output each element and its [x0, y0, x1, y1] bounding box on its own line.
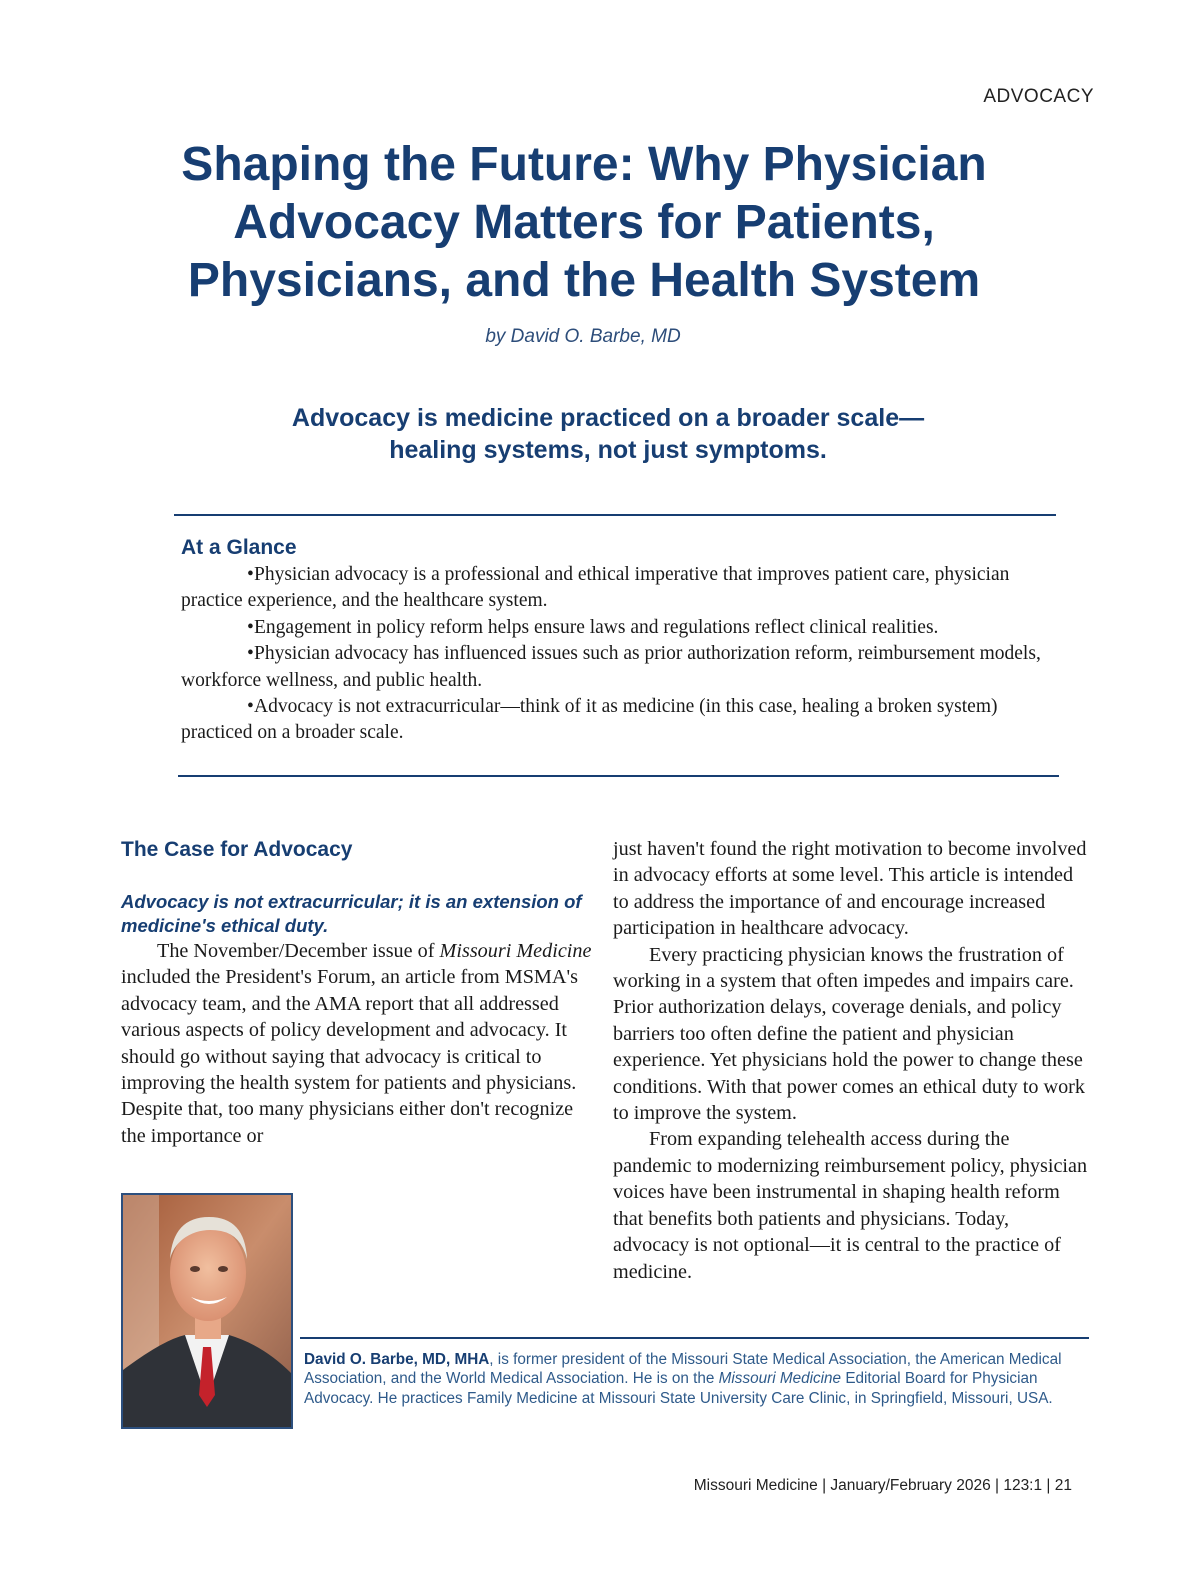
divider-rule: [178, 775, 1059, 777]
glance-heading: At a Glance: [181, 536, 297, 559]
title-line: Shaping the Future: Why Physician: [181, 138, 987, 191]
section-label: ADVOCACY: [983, 86, 1094, 107]
glance-item: [181, 694, 1053, 747]
title-line: Physicians, and the Health System: [187, 254, 981, 307]
body-paragraph: From expanding telehealth access during the pandemic to modernizing reimbursement policy, physician voices have been instrumental in shaping health reform that benefits both patients and physicians. Today, advocacy is not optional—it is central to the practice of medicine.: [613, 1128, 1088, 1283]
divider-rule: [300, 1337, 1089, 1339]
author-photo: [121, 1193, 293, 1429]
bullet-icon: •: [247, 564, 254, 585]
column-left: [121, 838, 597, 1149]
author-bio: [304, 1350, 1094, 1408]
bullet-icon: •: [247, 696, 254, 718]
glance-item-text: Advocacy is not extracurricular—think of it as medicine (in this case, healing a broken system) practiced on a broader scale.: [181, 696, 998, 744]
pull-quote: [200, 402, 1016, 466]
body-text: included the President's Forum, an article from MSMA's advocacy team, and the AMA report that all addressed various aspects of policy development and advocacy. It should go without saying that advocacy is critical to improving the health system for patients and physicians. Despite that, too many physicians either don't recognize the importance or: [121, 966, 578, 1147]
bullet-icon: •: [247, 643, 254, 665]
section-heading: The Case for Advocacy: [121, 838, 353, 861]
glance-item-text: Engagement in policy reform helps ensure laws and regulations reflect clinical realities.: [254, 616, 939, 638]
body-paragraph: Every practicing physician knows the frustration of working in a system that often impedes and impairs care. Prior authorization delays, coverage denials, and policy barriers too often define the patient and physician experience. Yet physicians hold the power to change these conditions. With that power comes an ethical duty to work to improve the system.: [613, 943, 1086, 1125]
byline: by David O. Barbe, MD: [485, 326, 681, 347]
pull-quote-line: healing systems, not just symptoms.: [389, 436, 827, 464]
title-line: Advocacy Matters for Patients,: [233, 196, 935, 249]
divider-rule: [174, 514, 1056, 516]
journal-name: Missouri Medicine: [439, 940, 592, 962]
author-portrait-image: [123, 1195, 291, 1427]
author-name: David O. Barbe, MD, MHA: [304, 1351, 490, 1368]
glance-item: [181, 615, 1053, 641]
glance-item-text: Physician advocacy is a professional and ethical imperative that improves patient care, physician practice experience, and the healthcare system.: [181, 564, 1010, 612]
body-paragraph-continued: just haven't found the right motivation to become involved in advocacy efforts at some level. This article is intended to address the importance of and encourage increased participation in healthcare advocacy.: [613, 838, 1087, 940]
section-subheading: Advocacy is not extracurricular; it is an extension of medicine's ethical duty.: [121, 891, 582, 936]
glance-item: [181, 641, 1053, 694]
journal-name: Missouri Medicine: [718, 1370, 842, 1388]
bio-text: , is former president of the Missouri State Medical Association, the American Medical Association, and the World Medical Association. He is on the: [304, 1351, 1062, 1388]
bio-text: Editorial Board for Physician Advocacy. He practices Family Medicine at Missouri State University Care Clinic, in Springfield, Missouri, USA.: [304, 1370, 1053, 1407]
bullet-icon: •: [247, 616, 254, 638]
glance-item-text: Physician advocacy has influenced issues such as prior authorization reform, reimbursement models, workforce wellness, and public health.: [181, 643, 1041, 691]
body-paragraph: [121, 938, 597, 1149]
at-a-glance-box: [181, 536, 1053, 747]
page-footer: Missouri Medicine | January/February 2026 | 123:1 | 21: [693, 1477, 1072, 1494]
pull-quote-line: Advocacy is medicine practiced on a broader scale—: [291, 404, 925, 432]
body-text: The November/December issue of: [157, 940, 440, 962]
column-right: [613, 836, 1089, 1285]
glance-item: [181, 562, 1053, 615]
article-title: [140, 136, 1028, 310]
